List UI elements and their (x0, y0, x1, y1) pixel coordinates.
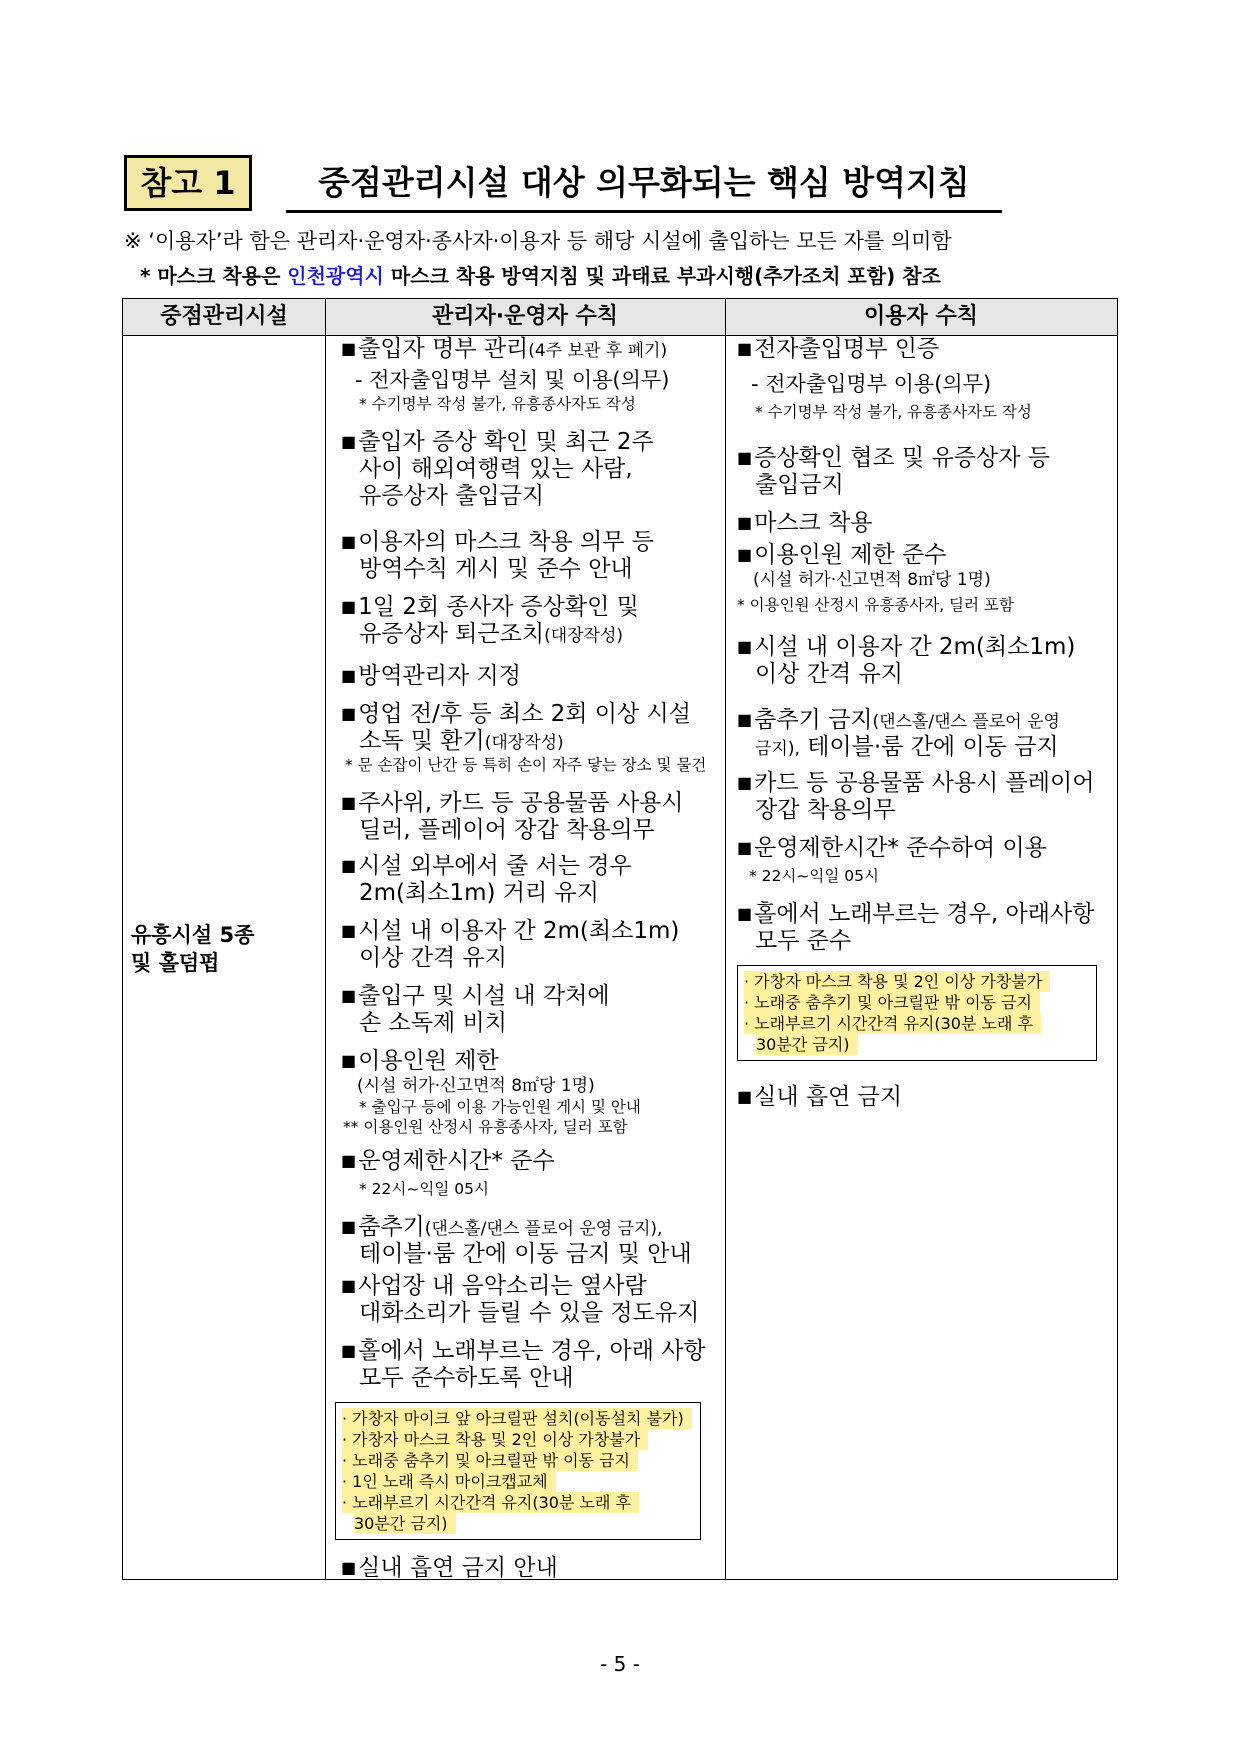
definition-note: ※ ‘이용자’라 함은 관리자·운영자·종사자·이용자 등 해당 시설에 출입하는 모든 자를 의미함 (124, 229, 952, 253)
rule-text-cont: 모두 준수하도록 안내 (359, 1365, 574, 1391)
singing-rule: · 가창자 마이크 앞 아크릴판 설치(이동설치 불가) (342, 1408, 692, 1429)
rule-text-cont: 딜러, 플레이어 장갑 착용의무 (359, 817, 655, 843)
page-title: 중점관리시설 대상 의무화되는 핵심 방역지침 (286, 158, 1002, 213)
rule-visitor-log (341, 335, 721, 363)
bullet-icon: ■ (737, 710, 753, 729)
user-rule-singing (737, 900, 1111, 928)
rule-no-smoking (341, 1554, 721, 1582)
rule-detail: 금지), (755, 739, 800, 759)
user-rule-capacity (737, 541, 1111, 569)
rule-note: * 22시~익일 05시 (359, 1180, 489, 1198)
bullet-icon: ■ (341, 597, 357, 616)
singing-rule: · 가창자 마스크 착용 및 2인 이상 가창불가 (744, 971, 1050, 992)
bullet-icon: ■ (737, 773, 753, 792)
singing-rule: · 노래중 춤추기 및 아크릴판 밖 이동 금지 (744, 992, 1040, 1013)
rule-quarantine-manager (341, 662, 721, 690)
rule-sub: - 전자출입명부 이용(의무) (751, 372, 992, 396)
bullet-icon: ■ (341, 921, 357, 940)
rule-text-cont: 이상 간격 유지 (755, 661, 903, 687)
bullet-icon: ■ (341, 1151, 357, 1170)
user-rule-distance (737, 633, 1111, 661)
rule-text: 춤추기 (358, 1214, 425, 1240)
bullet-icon: ■ (737, 838, 753, 857)
rule-text: 이용자의 마스크 착용 의무 등 (358, 529, 654, 555)
bullet-icon: ■ (341, 432, 357, 451)
bullet-icon: ■ (341, 1276, 357, 1295)
bullet-icon: ■ (737, 904, 753, 923)
rule-text-cont: 모두 준수 (755, 928, 852, 954)
rule-detail: (댄스홀/댄스 플로어 운영 금지), (424, 1219, 663, 1239)
user-rule-no-smoking (737, 1083, 1111, 1111)
rule-text: 유증상자 퇴근조치 (359, 621, 545, 647)
rule-text: 영업 전/후 등 최소 2회 이상 시설 (358, 701, 691, 727)
rule-text: 홀에서 노래부르는 경우, 아래 사항 (358, 1338, 706, 1364)
singing-rules-box (737, 965, 1097, 1061)
bullet-icon: ■ (341, 666, 357, 685)
rule-text-cont: 테이블·룸 간에 이동 금지 및 안내 (359, 1241, 692, 1267)
rule-note: * 수기명부 작성 불가, 유흥종사자도 작성 (359, 395, 636, 413)
facility-line: 유흥시설 5종 (131, 923, 255, 947)
reference-label: 참고 1 (124, 155, 252, 211)
rule-text: 시설 외부에서 줄 서는 경우 (358, 853, 632, 879)
rule-text: 전자출입명부 인증 (754, 336, 940, 362)
rule-text-cont: 대화소리가 들릴 수 있을 정도유지 (359, 1300, 700, 1326)
rule-text: 시설 내 이용자 간 2m(최소1m) (358, 918, 680, 944)
bullet-icon: ■ (341, 856, 357, 875)
rule-disinfection (341, 700, 721, 728)
rule-detail: (대장작성) (544, 626, 624, 646)
bullet-icon: ■ (737, 637, 753, 656)
bullet-icon: ■ (341, 1558, 357, 1577)
bullet-icon: ■ (341, 793, 357, 812)
rule-text: 이용인원 제한 (358, 1048, 499, 1074)
mask-note-prefix: * 마스크 착용은 (140, 264, 288, 288)
rule-note: * 문 손잡이 난간 등 특히 손이 자주 닿는 장소 및 물건 (345, 756, 707, 774)
mask-note (140, 262, 1140, 290)
rule-text: 실내 흡연 금지 (754, 1084, 903, 1110)
rule-text: 출입구 및 시설 내 각처에 (358, 983, 610, 1009)
rule-text: 1일 2회 종사자 증상확인 및 (358, 594, 639, 620)
rule-text-cont: 출입금지 (755, 472, 844, 498)
bullet-icon: ■ (737, 1087, 753, 1106)
rule-text: 방역관리자 지정 (358, 663, 521, 689)
rule-shared-items (341, 789, 721, 817)
rule-text: 시설 내 이용자 간 2m(최소1m) (754, 634, 1076, 660)
rule-dancing (341, 1213, 721, 1241)
rule-mask-notice (341, 528, 721, 556)
rule-note: * 수기명부 작성 불가, 유흥종사자도 작성 (755, 403, 1032, 421)
rule-staff-check (341, 593, 721, 621)
rule-text: 증상확인 협조 및 유증상자 등 (754, 445, 1050, 471)
rule-note: * 출입구 등에 이용 가능인원 게시 및 안내 (359, 1098, 641, 1116)
singing-rule: · 1인 노래 즉시 마이크캡교체 (342, 1471, 556, 1492)
bullet-icon: ■ (341, 339, 357, 358)
operator-rules (341, 335, 721, 1582)
mask-note-highlight: 인천광역시 (287, 264, 384, 288)
rule-singing (341, 1337, 721, 1365)
rule-text: 실내 흡연 금지 안내 (358, 1555, 558, 1581)
bullet-icon: ■ (737, 448, 753, 467)
header-operator-rules: 관리자·운영자 수칙 (325, 299, 725, 336)
rule-text: 춤추기 금지 (754, 707, 873, 733)
rule-text-cont: 사이 해외여행력 있는 사람, (359, 456, 633, 482)
user-rules (737, 335, 1111, 1111)
user-rule-e-log (737, 335, 1111, 363)
singing-rule: · 노래중 춤추기 및 아크릴판 밖 이동 금지 (342, 1450, 638, 1471)
rule-detail: (댄스홀/댄스 플로어 운영 (872, 712, 1060, 732)
rule-text-cont: 장갑 착용의무 (755, 797, 896, 823)
column-divider (325, 299, 326, 1579)
rule-text: 홀에서 노래부르는 경우, 아래사항 (754, 901, 1095, 927)
bullet-icon: ■ (737, 339, 753, 358)
rule-text-cont: 방역수칙 게시 및 준수 안내 (359, 556, 633, 582)
rule-text: 마스크 착용 (754, 510, 873, 536)
rule-sanitizer (341, 982, 721, 1010)
rule-symptom-check (341, 428, 721, 456)
rule-note: ** 이용인원 산정시 유흥종사자, 딜러 포함 (343, 1118, 628, 1136)
user-rule-shared-items (737, 769, 1111, 797)
rule-sub: - 전자출입명부 설치 및 이용(의무) (355, 368, 670, 392)
rule-text: 이용인원 제한 준수 (754, 542, 947, 568)
guideline-table (122, 298, 1118, 1580)
bullet-icon: ■ (341, 704, 357, 723)
rule-distance (341, 917, 721, 945)
singing-rule: · 가창자 마스크 착용 및 2인 이상 가창불가 (342, 1429, 648, 1450)
rule-text-cont: 이상 간격 유지 (359, 945, 507, 971)
singing-rule: 30분간 금지) (756, 1034, 858, 1055)
user-rule-mask (737, 509, 1111, 537)
rule-text-cont: 손 소독제 비치 (359, 1010, 507, 1036)
rule-text: 출입자 증상 확인 및 최근 2주 (358, 429, 654, 455)
rule-text-cont (341, 728, 721, 755)
user-rule-operating-hours (737, 834, 1111, 862)
bullet-icon: ■ (341, 1341, 357, 1360)
singing-rule: 30분간 금지) (354, 1513, 456, 1534)
rule-text: 사업장 내 음악소리는 옆사람 (358, 1273, 647, 1299)
singing-rules-box (335, 1402, 701, 1540)
rule-detail: (4주 보관 후 폐기) (528, 341, 668, 361)
rule-note: * 22시~익일 05시 (749, 867, 879, 885)
rule-text-cont: 2m(최소1m) 거리 유지 (359, 880, 599, 906)
header-facility: 중점관리시설 (123, 299, 325, 336)
rule-music-volume (341, 1272, 721, 1300)
header-user-rules: 이용자 수칙 (725, 299, 1117, 336)
facility-line: 및 홀덤펍 (131, 951, 220, 975)
page-number: - 5 - (600, 1652, 640, 1676)
rule-note: * 이용인원 산정시 유흥종사자, 딜러 포함 (737, 596, 1014, 614)
singing-rule: · 노래부르기 시간간격 유지(30분 노래 후 (342, 1492, 639, 1513)
rule-text: 주사위, 카드 등 공용물품 사용시 (358, 790, 684, 816)
rule-outside-queue (341, 852, 721, 880)
rule-text: 테이블·룸 간에 이동 금지 (799, 734, 1059, 760)
bullet-icon: ■ (341, 1217, 357, 1236)
rule-text: 카드 등 공용물품 사용시 플레이어 (754, 770, 1095, 796)
bullet-icon: ■ (341, 532, 357, 551)
rule-text-cont (737, 734, 1111, 761)
bullet-icon: ■ (737, 513, 753, 532)
user-rule-dancing (737, 706, 1111, 734)
facility-name (131, 921, 321, 977)
user-rule-symptom (737, 444, 1111, 472)
column-divider (725, 299, 726, 1579)
rule-detail: (대장작성) (484, 733, 564, 753)
bullet-icon: ■ (341, 986, 357, 1005)
rule-detail: (시설 허가·신고면적 8㎡당 1명) (753, 570, 991, 590)
rule-text: 출입자 명부 관리 (358, 336, 529, 362)
rule-text: 소독 및 환기 (359, 728, 485, 754)
rule-detail: (시설 허가·신고면적 8㎡당 1명) (357, 1076, 595, 1096)
rule-operating-hours (341, 1147, 721, 1175)
rule-text-cont: 유증상자 출입금지 (359, 483, 545, 509)
rule-text: 운영제한시간* 준수하여 이용 (754, 835, 1047, 861)
rule-text: 운영제한시간* 준수 (358, 1148, 555, 1174)
rule-capacity (341, 1047, 721, 1075)
singing-rule: · 노래부르기 시간간격 유지(30분 노래 후 (744, 1013, 1041, 1034)
bullet-icon: ■ (341, 1051, 357, 1070)
rule-text-cont (341, 621, 721, 648)
mask-note-suffix: 마스크 착용 방역지침 및 과태료 부과시행(추가조치 포함) 참조 (383, 264, 941, 288)
bullet-icon: ■ (737, 545, 753, 564)
